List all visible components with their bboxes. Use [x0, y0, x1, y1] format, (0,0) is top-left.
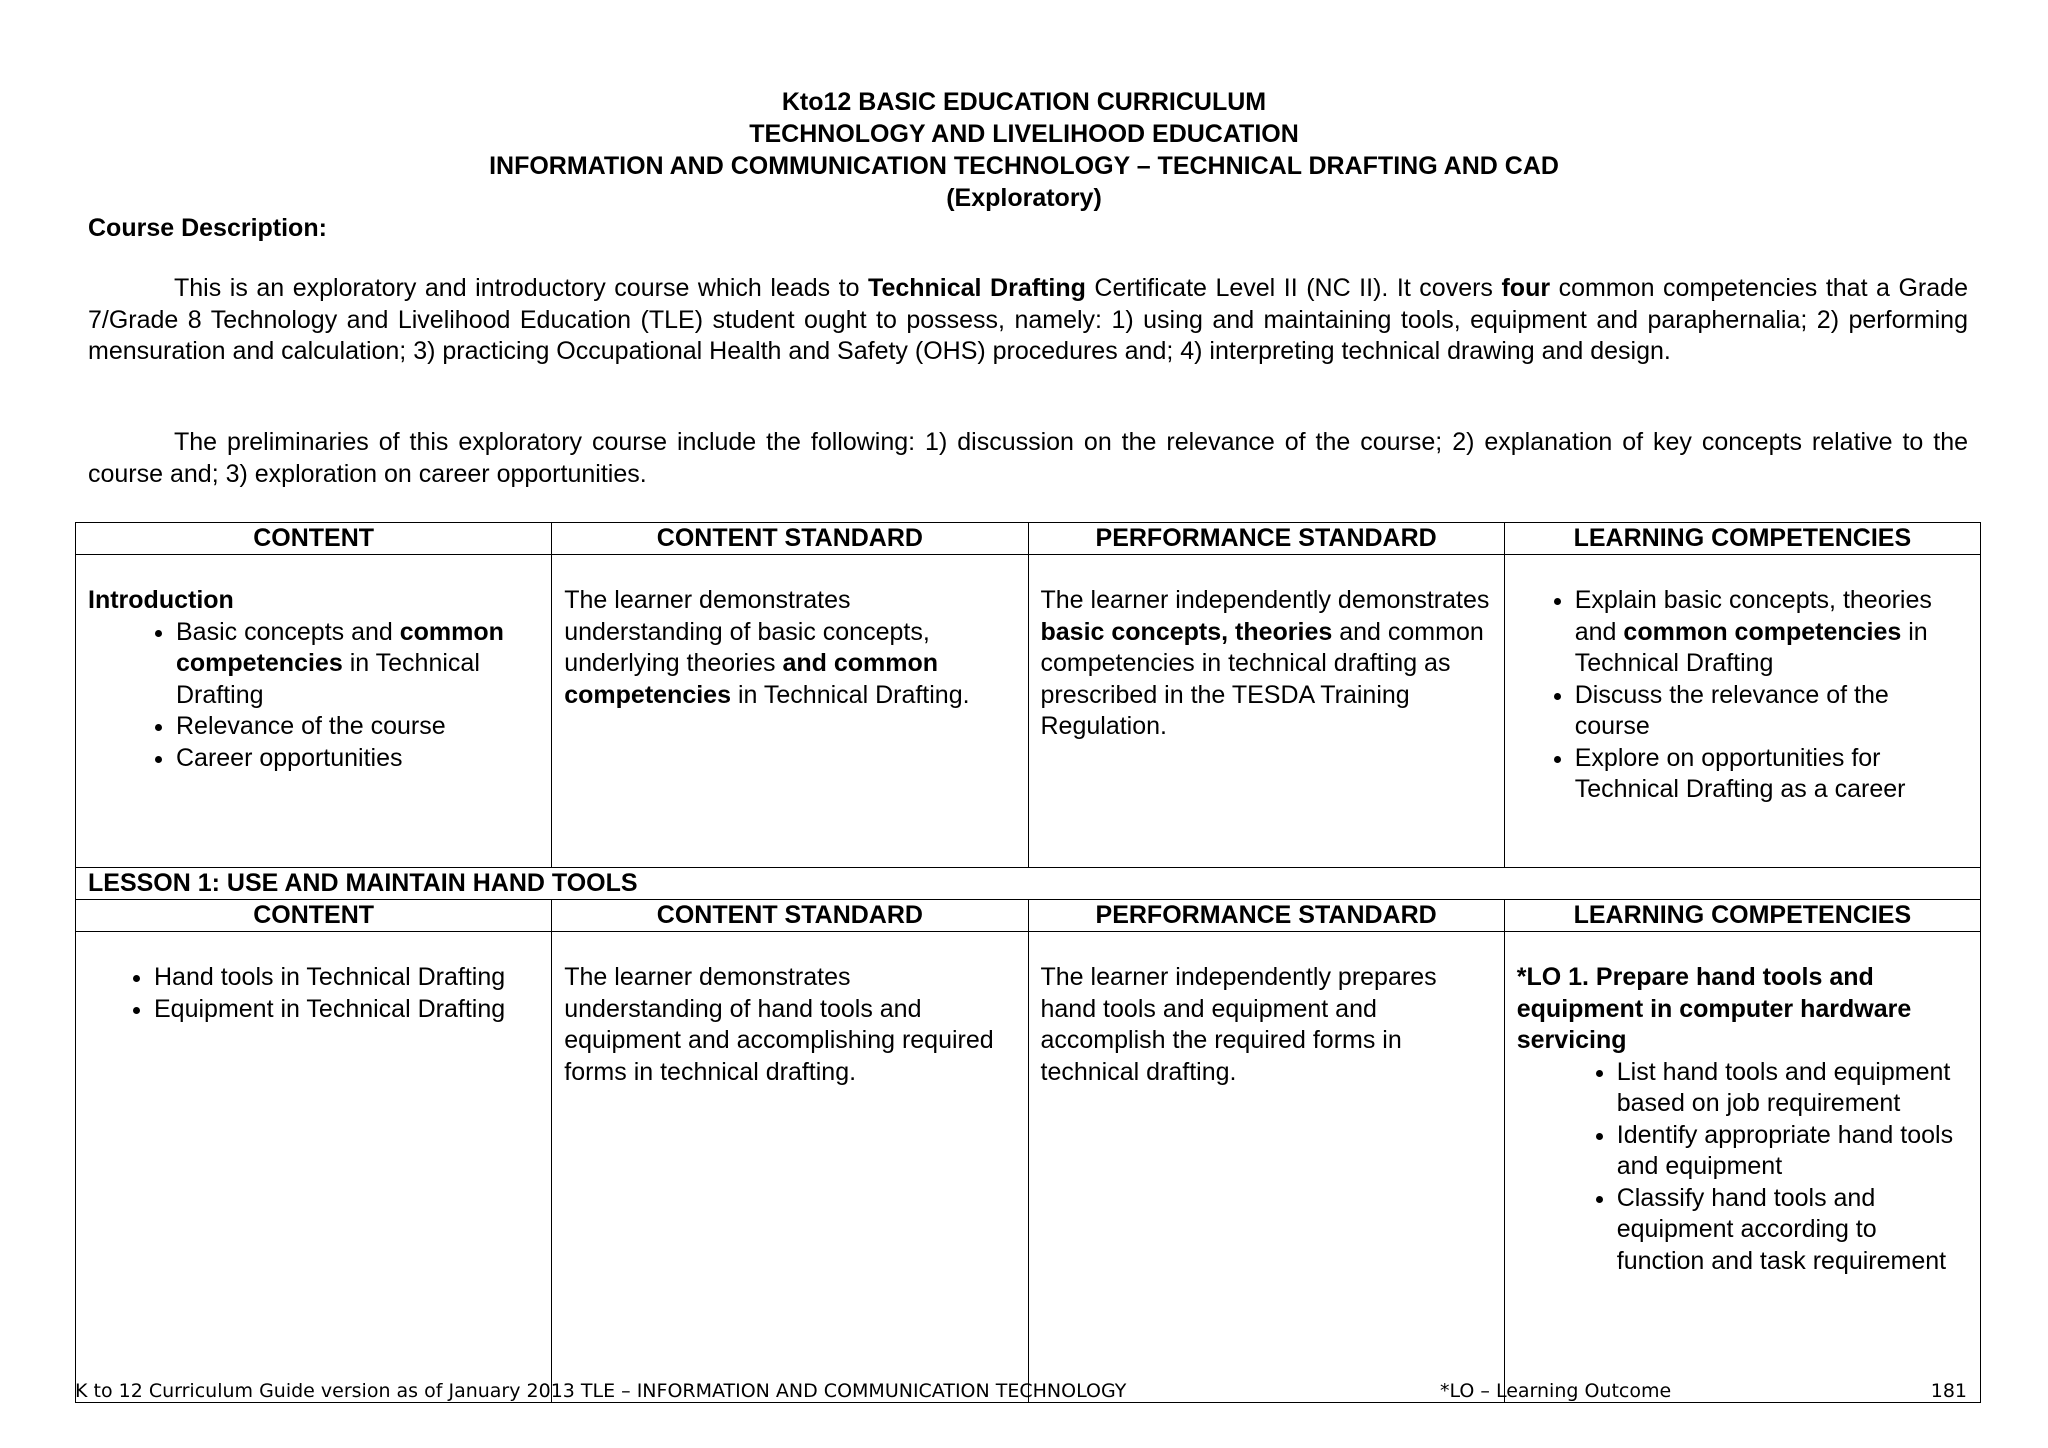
lesson1-performance-standard-cell: The learner independently prepares hand tools and equipment and accomplish the required forms in technical drafting.: [1028, 932, 1504, 1403]
table-row-lesson-1: [76, 932, 1981, 1403]
intro-item-text: Basic concepts and: [176, 617, 400, 646]
cs-text: in Technical Drafting.: [731, 680, 970, 709]
para1-text-d: four: [1501, 274, 1551, 302]
title-line-2: TECHNOLOGY AND LIVELIHOOD EDUCATION: [749, 120, 1299, 148]
ps-text: The learner independently demonstrates: [1040, 586, 1490, 614]
lo-1-title: *LO 1. Prepare hand tools and equipment in computer hardware servicing: [1516, 963, 1912, 1054]
ps-bold: basic concepts, theories: [1040, 617, 1333, 646]
header-performance-standard: PERFORMANCE STANDARD: [1028, 900, 1504, 932]
table-header-row: [76, 523, 1981, 555]
ps-text: and common competencies in technical drafting as prescribed in the TESDA Training Regulation.: [1040, 617, 1484, 740]
intro-learning-competencies-cell: [1504, 555, 1980, 868]
lo-1-competency-list: [1517, 1057, 1968, 1278]
intro-competency-list: [1517, 585, 1968, 806]
header-content-standard: CONTENT STANDARD: [552, 523, 1028, 555]
intro-item-bold: common competencies: [176, 617, 504, 677]
intro-item-text: in Technical Drafting: [176, 649, 480, 709]
footer-guide-version: K to 12 Curriculum Guide version as of January 2013 TLE – INFORMATION AND COMMUNICATION TECHNOLOGY: [75, 1380, 1127, 1402]
lc-text: in Technical Drafting: [1574, 617, 1928, 677]
list-item: • List hand tools and equipment based on job requirement: [1617, 1057, 1968, 1120]
cs-text: The learner demonstrates understanding of basic concepts, underlying theories: [564, 586, 930, 677]
list-item: • Discuss the relevance of the course: [1575, 680, 1968, 743]
intro-content-standard-cell: [552, 555, 1028, 868]
para1-text-e: common competencies that a Grade 7/Grade 8 Technology and Livelihood Education (TLE) student ought to possess, namely: 1) using and maintaining tools, equipment and paraphernalia; 2) performing mensuration and calculation; 3) practicing Occupational Health and Safety (OHS) procedures and; 4) interpreting technical drawing and design.: [88, 274, 1968, 365]
lesson1-learning-competencies-cell: [1504, 932, 1980, 1403]
list-item: • Explore on opportunities for Technical Drafting as a career: [1575, 743, 1968, 806]
header-learning-competencies: LEARNING COMPETENCIES: [1504, 523, 1980, 555]
course-description-label: Course Description:: [88, 214, 327, 242]
list-item: • Career opportunities: [176, 743, 539, 775]
list-item: • Identify appropriate hand tools and equipment: [1617, 1120, 1968, 1183]
lc-text: Explain basic concepts, theories and: [1574, 586, 1932, 646]
lesson-1-title: LESSON 1: USE AND MAINTAIN HAND TOOLS: [76, 868, 1981, 900]
course-description-paragraph-1: [88, 273, 1968, 368]
intro-title: Introduction: [88, 586, 234, 614]
para1-text-b: Technical Drafting: [868, 274, 1086, 302]
list-item: [176, 617, 539, 712]
lesson1-content-cell: [76, 932, 552, 1403]
intro-performance-standard-cell: [1028, 555, 1504, 868]
para1-text-a: This is an exploratory and introductory course which leads to: [174, 274, 869, 302]
intro-content-cell: [76, 555, 552, 868]
table-header-row: [76, 900, 1981, 932]
footer-lo-legend: *LO – Learning Outcome: [1440, 1380, 1672, 1402]
list-item: • Equipment in Technical Drafting: [154, 994, 539, 1026]
title-line-4: (Exploratory): [946, 184, 1102, 212]
header-performance-standard: PERFORMANCE STANDARD: [1028, 523, 1504, 555]
course-description-paragraph-2: The preliminaries of this exploratory course include the following: 1) discussion on the relevance of the course; 2) explanation of key concepts relative to the course and; 3) exploration on career opportunities.: [88, 428, 1968, 488]
lc-bold: common competencies: [1623, 617, 1902, 646]
header-content: CONTENT: [76, 900, 552, 932]
page-number: 181: [1930, 1380, 1967, 1402]
title-line-3: INFORMATION AND COMMUNICATION TECHNOLOGY – TECHNICAL DRAFTING AND CAD: [489, 152, 1559, 180]
intro-content-list: [88, 617, 539, 775]
list-item: • Relevance of the course: [176, 711, 539, 743]
list-item: [1575, 585, 1968, 680]
title-line-1: Kto12 BASIC EDUCATION CURRICULUM: [781, 88, 1267, 116]
table-row-introduction: [76, 555, 1981, 868]
para1-text-c: Certificate Level II (NC II). It covers: [1085, 274, 1502, 302]
header-content-standard: CONTENT STANDARD: [552, 900, 1028, 932]
lesson1-content-standard-cell: The learner demonstrates understanding of hand tools and equipment and accomplishing required forms in technical drafting.: [552, 932, 1028, 1403]
list-item: • Classify hand tools and equipment according to function and task requirement: [1617, 1183, 1968, 1278]
header-learning-competencies: LEARNING COMPETENCIES: [1504, 900, 1980, 932]
header-content: CONTENT: [76, 523, 552, 555]
lesson-1-row: [76, 868, 1981, 900]
lesson1-content-list: [88, 962, 539, 1025]
list-item: • Hand tools in Technical Drafting: [154, 962, 539, 994]
document-title: [0, 86, 2048, 214]
cs-bold: and common competencies: [564, 649, 939, 709]
curriculum-table: [75, 522, 1981, 1403]
